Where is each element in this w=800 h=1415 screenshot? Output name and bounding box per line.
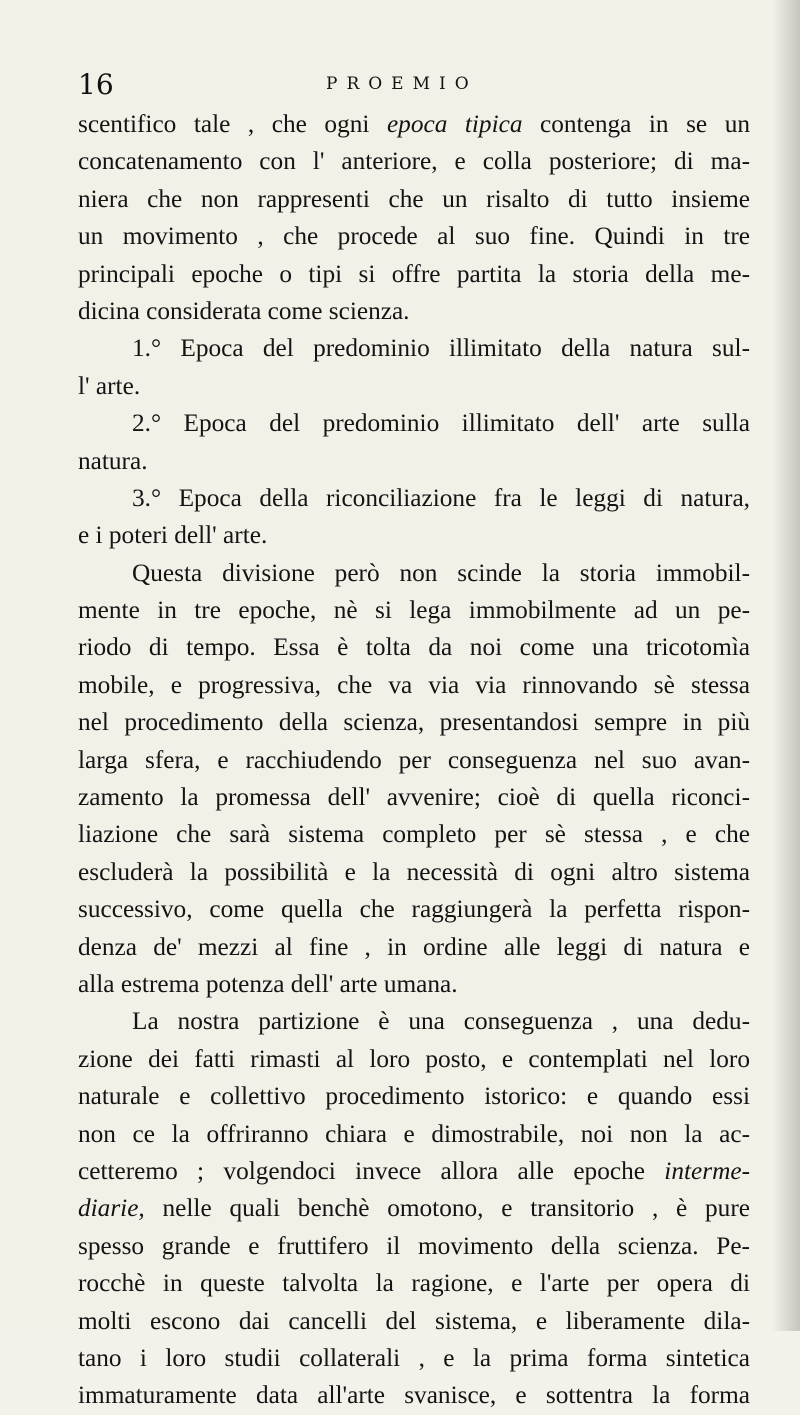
text-line (78, 443, 750, 480)
text-line (78, 480, 750, 517)
text-run: naturale e collettivo procedimento istorico: e quando essi (78, 1082, 750, 1111)
text-line (78, 592, 750, 629)
text-run: un movimento , che procede al suo fine. Quindi in tre (78, 222, 750, 251)
text-run: riodo di tempo. Essa è tolta da noi come una tricotomìa (78, 633, 750, 662)
text-line (78, 330, 750, 367)
text-run: concatenamento con l' anteriore, e colla posteriore; di ma- (78, 147, 750, 176)
text-run: nel procedimento della scienza, presentandosi sempre in più (78, 708, 750, 737)
text-run: mobile, e progressiva, che va via via rinnovando sè stessa (78, 670, 750, 699)
text-line (78, 854, 750, 891)
text-line (78, 256, 750, 293)
text-line (78, 143, 750, 180)
text-line (78, 405, 750, 442)
text-line (78, 1228, 750, 1265)
text-run: rocchè in queste talvolta la ragione, e l'arte per opera di (78, 1269, 750, 1298)
text-line (78, 929, 750, 966)
text-run: l' arte. (78, 371, 141, 400)
text-run: successivo, come quella che raggiungerà la perfetta rispon- (78, 895, 750, 924)
text-line (78, 891, 750, 928)
text-run: natura. (78, 446, 148, 475)
text-run: escluderà la possibilità e la necessità di ogni altro sistema (78, 857, 750, 886)
text-line (78, 816, 750, 853)
text-line (78, 742, 750, 779)
text-run: tano i loro studii collaterali , e la prima forma sintetica (78, 1343, 750, 1372)
text-run: 1.° Epoca del predominio illimitato della natura sul- (132, 334, 750, 363)
text-line (78, 704, 750, 741)
text-line (78, 1078, 750, 1115)
text-run: scentifico tale , che ogni (78, 110, 387, 138)
text-line (78, 667, 750, 704)
text-run: contenga in se un (522, 110, 750, 138)
text-line (78, 555, 750, 592)
text-run: principali epoche o tipi si offre partita la storia della me- (78, 259, 750, 288)
text-line (78, 1041, 750, 1078)
italic-text: epoca tipica (386, 110, 523, 138)
text-line (78, 218, 750, 255)
italic-text: diarie, (78, 1194, 145, 1223)
text-line (78, 368, 750, 405)
text-run: liazione che sarà sistema completo per sè stessa , e che (78, 820, 750, 849)
text-line (78, 1003, 750, 1040)
page-header (78, 64, 758, 108)
text-run: larga sfera, e racchiudendo per conseguenza nel suo avan- (78, 745, 750, 774)
text-run: denza de' mezzi al fine , in ordine alle leggi di natura e (78, 932, 750, 961)
text-line (78, 293, 750, 330)
page-edge-shadow (772, 0, 800, 1331)
text-run: non ce la offriranno chiara e dimostrabile, noi non la ac- (78, 1119, 750, 1148)
text-line (78, 1303, 750, 1340)
text-run: e i poteri dell' arte. (78, 521, 268, 550)
text-run: Questa divisione però non scinde la storia immobil- (132, 558, 750, 587)
text-line (78, 966, 750, 1003)
text-run: immaturamente data all'arte svanisce, e sottentra la forma (78, 1381, 750, 1410)
text-run: 2.° Epoca del predominio illimitato dell' arte sulla (132, 409, 750, 438)
body-text (78, 106, 750, 1415)
text-run: niera che non rappresenti che un risalto di tutto insieme (78, 184, 750, 213)
text-line (78, 1340, 750, 1377)
text-line (78, 1190, 750, 1227)
text-run: spesso grande e fruttifero il movimento della scienza. Pe- (78, 1231, 750, 1260)
text-run: nelle quali benchè omotono, e transitorio , è pure (144, 1194, 750, 1223)
text-line (78, 181, 750, 218)
running-head: PROEMIO (326, 74, 478, 94)
text-line (78, 517, 750, 554)
text-run: 3.° Epoca della riconciliazione fra le leggi di natura, (132, 483, 750, 512)
text-run: zione dei fatti rimasti al loro posto, e contemplati nel loro (78, 1044, 750, 1073)
page-number: 16 (78, 68, 114, 101)
text-run: La nostra partizione è una conseguenza , una dedu- (132, 1007, 750, 1036)
text-run: cetteremo ; volgendoci invece allora alle epoche (78, 1156, 665, 1185)
text-run: alla estrema potenza dell' arte umana. (78, 969, 458, 998)
text-run: dicina considerata come scienza. (78, 296, 410, 325)
text-run: mente in tre epoche, nè si lega immobilmente ad un pe- (78, 596, 750, 625)
text-line (78, 1116, 750, 1153)
text-line (78, 629, 750, 666)
text-line (78, 1265, 750, 1302)
text-line (78, 779, 750, 816)
text-run: zamento la promessa dell' avvenire; cioè di quella riconci- (78, 783, 750, 812)
text-run: molti escono dai cancelli del sistema, e liberamente dila- (78, 1306, 750, 1335)
text-line (78, 1153, 750, 1190)
text-line (78, 1377, 750, 1414)
italic-text: interme- (664, 1156, 750, 1185)
text-line (78, 106, 750, 143)
